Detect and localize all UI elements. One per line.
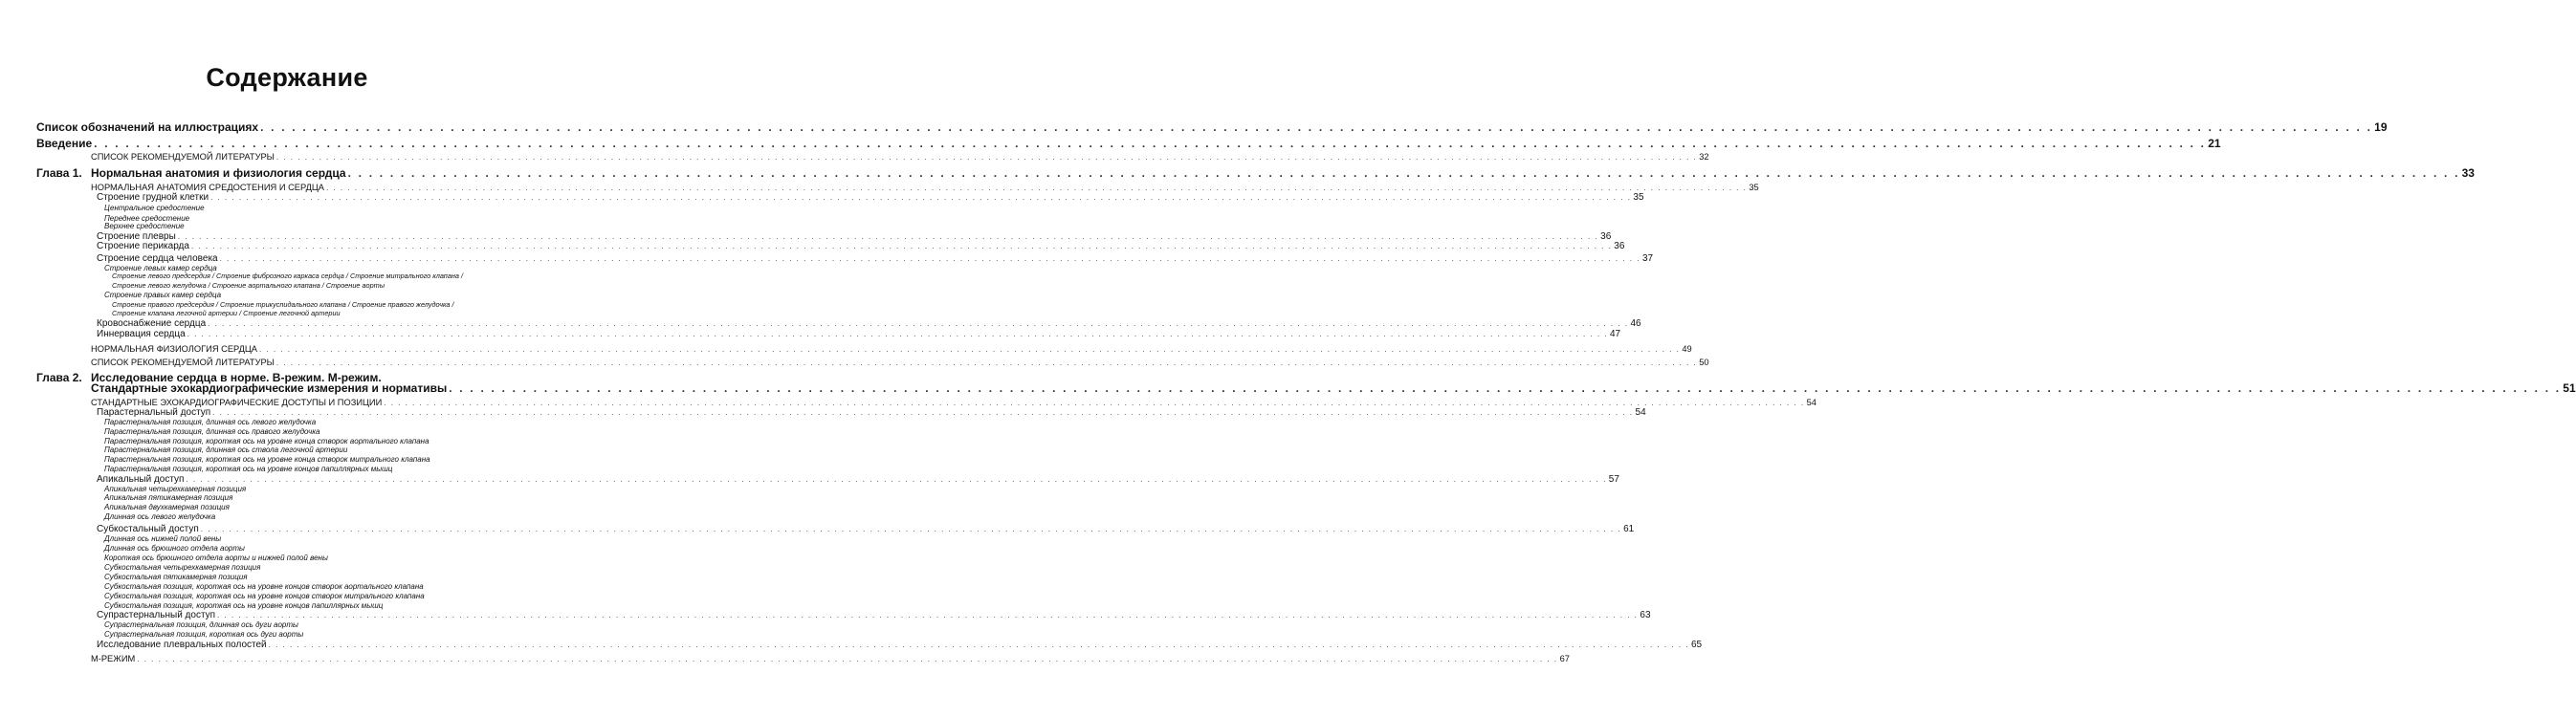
toc-entry-title: Стандартные эхокардиографические измерения и нормативы	[91, 381, 448, 396]
toc-entry-title: Длинная ось нижней полой вены	[104, 533, 222, 543]
toc-entry	[104, 456, 541, 464]
toc-entry-title: Строение перикарда	[97, 240, 189, 251]
toc-entry-title: Супрастернальный доступ	[97, 609, 216, 620]
toc-entry-title: Строение плевры	[97, 230, 176, 242]
toc-entry-title: Субкостальная четырехкамерная позиция	[104, 562, 261, 572]
toc-entry	[104, 494, 541, 502]
dot-leader: . . . . . . . . . . . . . . . . . . . . . . . . . . . . . . . . . . . . . . . . . . . . . . . . . . . . . . . . . . . . . . . . . . . . . . . . . . . . . . . . . . . . . . . . . . . . . . . . . . . . . . . . . . . . . . . . . . . . . . . . . . . . . . . . . . . . . . . . . . . . . . . . . . . . . . . . . . . . . . . . . . . . . . . . . . . . . . . . . . . . . . . . . . . . . . . . . . . . . . . .	[259, 344, 1681, 354]
toc-entry-title: Строение правых камер сердца	[104, 290, 222, 299]
page-number: 36	[1614, 240, 1625, 251]
toc-entry	[104, 292, 541, 299]
toc-entry[interactable]	[97, 252, 1654, 264]
toc-entry	[104, 466, 541, 473]
toc-entry[interactable]	[91, 182, 1759, 192]
page-number: 49	[1682, 343, 1692, 354]
toc-entry[interactable]	[97, 609, 1651, 620]
dot-leader: . . . . . . . . . . . . . . . . . . . . . . . . . . . . . . . . . . . . . . . . . . . . . . . . . . . . . . . . . . . . . . . . . . . . . . . . . . . . . . . . . . . . . . . . . . . . . . . . . . . . . . . . . . . . . . . . . . . . . . . . . . . . . . . . . . . . . . . . . . . . . . . . . . . . . . . . . . . . . . . . . . . . . . . . . . . . . . . . . . . . . . . . . . . . . . . . . . . . . . . .	[219, 253, 1640, 263]
toc-entry[interactable]	[91, 166, 2475, 181]
toc-entry	[104, 535, 541, 543]
toc-entry[interactable]	[91, 397, 1816, 407]
toc-entry-title: Апикальная двухкамерная позиция	[104, 502, 230, 511]
toc-entry-title: Исследование плевральных полостей	[97, 639, 267, 650]
toc-entry-title: Субкостальная позиция, короткая ось на уровне концов папиллярных мышц	[104, 600, 384, 610]
toc-entry-title: Апикальная четырехкамерная позиция	[104, 484, 247, 493]
toc-entry	[104, 621, 541, 629]
dot-leader: . . . . . . . . . . . . . . . . . . . . . . . . . . . . . . . . . . . . . . . . . . . . . . . . . . . . . . . . . . . . . . . . . . . . . . . . . . . . . . . . . . . . . . . . . . . . . . . . . . . . . . . . . . . . . . . . . . . . . . . . . . . . . . . . . . . . . . . . . . . . . . . . . . . . . . . . . . . . . . . . . . . . . . . . . . . . . . . . . . . . . . . . . . . . . . . . . . . . . . . .	[268, 640, 1689, 649]
toc-entry	[104, 545, 541, 553]
toc-entry	[104, 602, 541, 610]
page-number: 63	[1640, 609, 1651, 620]
toc-entry[interactable]	[91, 653, 1570, 663]
dot-leader: . . . . . . . . . . . . . . . . . . . . . . . . . . . . . . . . . . . . . . . . . . . . . . . . . . . . . . . . . . . . . . . . . . . . . . . . . . . . . . . . . . . . . . . . . . . . . . . . . . . . . . . . . . . . . . . . . . . . . . . . . . . . . . . . . . . . . . . . . . . . . . . . . . . . . . . . . . . . . . . . . . . . . . . . . . . . . . . . . . . . . . . . . . . . . . . . . . . . . . . .	[200, 524, 1622, 533]
toc-entry-title: Иннервация сердца	[97, 328, 186, 339]
toc-entry-title: Парастернальная позиция, короткая ось на уровне конца створок аортального клапана	[104, 436, 429, 445]
toc-entry-title: Парастернальный доступ	[97, 406, 211, 418]
toc-entry-title: Введение	[36, 137, 93, 151]
toc-entry[interactable]	[97, 639, 1703, 650]
page-number: 65	[1690, 639, 1703, 650]
toc-entry-title: Субкостальная позиция, короткая ось на уровне концов створок митрального клапана	[104, 591, 425, 600]
toc-entry-title: Парастернальная позиция, длинная ось ствола легочной артерии	[104, 445, 348, 454]
dot-leader: . . . . . . . . . . . . . . . . . . . . . . . . . . . . . . . . . . . . . . . . . . . . . . . . . . . . . . . . . . . . . . . . . . . . . . . . . . . . . . . . . . . . . . . . . . . . . . . . . . . . . . . . . . . . . . . . . . . . . . . . . . . . . . . . . . . . . . . . . . . . . . . . . . . . . . . . . . . . . . . . . . . . . . . . . . . . . . . . . . . . . . . . . . . . . . . . . . . . . . . .	[217, 610, 1639, 619]
toc-entry-title: Переднее средостение	[104, 213, 190, 223]
toc-entry[interactable]	[97, 406, 1646, 418]
page-number: 47	[1610, 328, 1621, 339]
toc-entry	[112, 272, 541, 279]
chapter-label: Глава 2.	[36, 371, 82, 385]
toc-entry-title: Супрастернальная позиция, длинная ось дуги аорты	[104, 619, 298, 629]
toc-entry	[104, 513, 541, 521]
page-number: 54	[1806, 397, 1816, 407]
toc-entry-title: М-РЕЖИМ	[91, 653, 136, 663]
toc-entry[interactable]	[97, 317, 1641, 329]
toc-entry[interactable]	[97, 473, 1619, 485]
page-number: 33	[2461, 166, 2475, 181]
toc-entry-title: Длинная ось левого желудочка	[104, 511, 216, 521]
page-number: 57	[1608, 473, 1619, 485]
page-number: 54	[1635, 406, 1646, 418]
page-number: 51	[2563, 381, 2576, 396]
toc-entry-title: СТАНДАРТНЫЕ ЭХОКАРДИОГРАФИЧЕСКИЕ ДОСТУПЫ И ПОЗИЦИИ	[91, 397, 383, 407]
toc-entry	[104, 504, 541, 511]
dot-leader: . . . . . . . . . . . . . . . . . . . . . . . . . . . . . . . . . . . . . . . . . . . . . . . . . . . . . . . . . . . . . . . . . . . . . . . . . . . . . . . . . . . . . . . . . . . . . . . . . . . . . . . . . . . . . . . . . . . . . . . . . . . . . . . . . . . . . . . . . . . . . . . . . . . . . . . . . . . . . . . . . . . . . . . . . . . . . . . . . . . . . . . . . . . . . . . . . . . . . . . .	[347, 166, 2460, 181]
toc-entry	[104, 446, 541, 454]
toc-entry	[104, 554, 541, 562]
page-number: 32	[1699, 151, 1709, 162]
toc-entry-title: Нормальная анатомия и физиология сердца	[91, 166, 346, 181]
page-number: 46	[1630, 317, 1641, 329]
toc-entry-title: Субкостальная пятикамерная позиция	[104, 572, 248, 581]
toc-entry-title: Строение грудной клетки	[97, 191, 209, 203]
toc-entry-title: Длинная ось брюшного отдела аорты	[104, 543, 245, 553]
toc-entry	[104, 223, 541, 230]
dot-leader: . . . . . . . . . . . . . . . . . . . . . . . . . . . . . . . . . . . . . . . . . . . . . . . . . . . . . . . . . . . . . . . . . . . . . . . . . . . . . . . . . . . . . . . . . . . . . . . . . . . . . . . . . . . . . . . . . . . . . . . . . . . . . . . . . . . . . . . . . . . . . . . . . . . . . . . . . . . . . . . . . . . . . . . . . . . . . . . . . . . . . . . . . . . . . . . . . . . . . . . .	[137, 654, 1558, 663]
toc-entry[interactable]	[91, 343, 1692, 354]
toc-entry-title: Короткая ось брюшного отдела аорты и нижней полой вены	[104, 553, 328, 562]
dot-leader: . . . . . . . . . . . . . . . . . . . . . . . . . . . . . . . . . . . . . . . . . . . . . . . . . . . . . . . . . . . . . . . . . . . . . . . . . . . . . . . . . . . . . . . . . . . . . . . . . . . . . . . . . . . . . . . . . . . . . . . . . . . . . . . . . . . . . . . . . . . . . . . . . . . . . . . . . . . . . . . . . . . . . . . . . . . . . . . . . . . . . . . . . . . . . . . . . . . . . . . .	[275, 358, 1698, 367]
page-number: 67	[1559, 653, 1570, 663]
toc-entry-title: Строение левого желудочка / Строение аортального клапана / Строение аорты	[112, 280, 385, 290]
page-number: 36	[1600, 230, 1612, 242]
toc-entry	[104, 593, 541, 600]
dot-leader: . . . . . . . . . . . . . . . . . . . . . . . . . . . . . . . . . . . . . . . . . . . . . . . . . . . . . . . . . . . . . . . . . . . . . . . . . . . . . . . . . . . . . . . . . . . . . . . . . . . . . . . . . . . . . . . . . . . . . . . . . . . . . . . . . . . . . . . . . . . . . . . . . . . . . . . . . . . . . . . . . . . . . . . . . . . . . . . . . . . . . . . . . . . . . . . . . . . . . . . .	[384, 398, 1805, 407]
toc-entry-title: Парастернальная позиция, короткая ось на уровне концов папиллярных мышц	[104, 464, 393, 473]
toc-entry[interactable]	[91, 381, 2576, 396]
toc-entry-title: Исследование сердца в норме. В-режим. М-режим.	[91, 371, 382, 385]
toc-entry-title: Верхнее средостение	[104, 221, 185, 230]
toc-entry	[104, 564, 541, 572]
toc-entry	[112, 310, 541, 316]
toc-entry	[112, 301, 541, 308]
page-number: 61	[1623, 523, 1635, 534]
dot-leader: . . . . . . . . . . . . . . . . . . . . . . . . . . . . . . . . . . . . . . . . . . . . . . . . . . . . . . . . . . . . . . . . . . . . . . . . . . . . . . . . . . . . . . . . . . . . . . . . . . . . . . . . . . . . . . . . . . . . . . . . . . . . . . . . . . . . . . . . . . . . . . . . . . . . . . . . . . . . . . . . . . . . . . . . . . . . . . . . . . . . . . . . . . . . . . . . . . . . . . . .	[275, 152, 1698, 162]
toc-entry	[104, 419, 541, 426]
toc-entry-title: НОРМАЛЬНАЯ АНАТОМИЯ СРЕДОСТЕНИЯ И СЕРДЦА	[91, 182, 324, 192]
toc-entry[interactable]	[97, 328, 1621, 339]
page-number: 35	[1633, 191, 1644, 203]
toc-entry	[104, 205, 541, 212]
chapter-label: Глава 1.	[36, 166, 82, 181]
toc-entry	[104, 631, 541, 639]
dot-leader: . . . . . . . . . . . . . . . . . . . . . . . . . . . . . . . . . . . . . . . . . . . . . . . . . . . . . . . . . . . . . . . . . . . . . . . . . . . . . . . . . . . . . . . . . . . . . . . . . . . . . . . . . . . . . . . . . . . . . . . . . . . . . . . . . . . . . . . . . . . . . . . . . . . . . . . . . . . . . . . . . . . . . . . . . . . . . . . . . . . . . . . . . . . . . . . . . . . . . . . .	[210, 192, 1632, 202]
dot-leader: . . . . . . . . . . . . . . . . . . . . . . . . . . . . . . . . . . . . . . . . . . . . . . . . . . . . . . . . . . . . . . . . . . . . . . . . . . . . . . . . . . . . . . . . . . . . . . . . . . . . . . . . . . . . . . . . . . . . . . . . . . . . . . . . . . . . . . . . . . . . . . . . . . . . . . . . . . . . . . . . . . . . . . . . . . . . . . . . . . . . . . . . . . . . . . . . . . . . . . . .	[186, 474, 1607, 484]
toc-entry[interactable]	[36, 120, 2388, 135]
toc-entry-title: Парастернальная позиция, длинная ось левого желудочка	[104, 417, 317, 426]
toc-entry-title: НОРМАЛЬНАЯ ФИЗИОЛОГИЯ СЕРДЦА	[91, 343, 257, 354]
page-number: 21	[2208, 137, 2221, 151]
dot-leader: . . . . . . . . . . . . . . . . . . . . . . . . . . . . . . . . . . . . . . . . . . . . . . . . . . . . . . . . . . . . . . . . . . . . . . . . . . . . . . . . . . . . . . . . . . . . . . . . . . . . . . . . . . . . . . . . . . . . . . . . . . . . . . . . . . . . . . . . . . . . . . . . . . . . . . . . . . . . . . . . . . . . . . . . . . . . . . . . . . . . . . . . . . . . . . . . . . . . . . . .	[190, 241, 1613, 250]
toc-entry-title: Строение клапана легочной артерии / Строение легочной артерии	[112, 308, 341, 317]
page-number: 50	[1699, 357, 1709, 367]
toc-entry	[104, 428, 541, 436]
toc-entry-title: Список обозначений на иллюстрациях	[36, 120, 259, 135]
dot-leader: . . . . . . . . . . . . . . . . . . . . . . . . . . . . . . . . . . . . . . . . . . . . . . . . . . . . . . . . . . . . . . . . . . . . . . . . . . . . . . . . . . . . . . . . . . . . . . . . . . . . . . . . . . . . . . . . . . . . . . . . . . . . . . . . . . . . . . . . . . . . . . . . . . . . . . . . . . . . . . . . . . . . . . . . . . . . . . . . . . . . . . . . . . . . . . . . . . . . . . . .	[325, 183, 1748, 192]
toc-entry[interactable]	[91, 151, 1709, 162]
toc-entry-title: Строение левого предсердия / Строение фиброзного каркаса сердца / Строение митрального клапана /	[112, 271, 464, 280]
toc-entry-title: Центральное средостение	[104, 203, 205, 212]
page-number: 35	[1749, 182, 1759, 192]
dot-leader: . . . . . . . . . . . . . . . . . . . . . . . . . . . . . . . . . . . . . . . . . . . . . . . . . . . . . . . . . . . . . . . . . . . . . . . . . . . . . . . . . . . . . . . . . . . . . . . . . . . . . . . . . . . . . . . . . . . . . . . . . . . . . . . . . . . . . . . . . . . . . . . . . . . . . . . . . . . . . . . . . . . . . . . . . . . . . . . . . . . . . . . . . . . . . . . . . . . . . . . .	[212, 407, 1634, 417]
toc-entry-title: СПИСОК РЕКОМЕНДУЕМОЙ ЛИТЕРАТУРЫ	[91, 357, 275, 367]
toc-entry-title: Субкостальный доступ	[97, 523, 199, 534]
toc-entry	[112, 282, 541, 289]
toc-entry[interactable]	[97, 191, 1644, 203]
toc-entry-title: Апикальная пятикамерная позиция	[104, 492, 233, 502]
toc-entry	[104, 486, 541, 493]
dot-leader: . . . . . . . . . . . . . . . . . . . . . . . . . . . . . . . . . . . . . . . . . . . . . . . . . . . . . . . . . . . . . . . . . . . . . . . . . . . . . . . . . . . . . . . . . . . . . . . . . . . . . . . . . . . . . . . . . . . . . . . . . . . . . . . . . . . . . . . . . . . . . . . . . . . . . . . . . . . . . . . . . . . . . . . . . . . . . . . . . . . . . . . . . . . . . . . . . . . . . . . .	[187, 329, 1608, 338]
toc-entry[interactable]	[91, 357, 1709, 367]
toc-entry-title: Апикальный доступ	[97, 473, 185, 485]
dot-leader: . . . . . . . . . . . . . . . . . . . . . . . . . . . . . . . . . . . . . . . . . . . . . . . . . . . . . . . . . . . . . . . . . . . . . . . . . . . . . . . . . . . . . . . . . . . . . . . . . . . . . . . . . . . . . . . . . . . . . . . . . . . . . . . . . . . . . . . . . . . . . . . . . . . . . . . . . . . . . . . . . . . . . . . . . . . . . . . . . . . . . . . . . . . . . . . . . . . . . . . .	[449, 381, 2562, 396]
toc-entry[interactable]	[97, 240, 1625, 251]
toc-entry-title: Субкостальная позиция, короткая ось на уровне концов створок аортального клапана	[104, 581, 424, 591]
toc-entry-title: Строение правого предсердия / Строение трикуспидального клапана / Строение правого желудочка /	[112, 299, 454, 309]
page-number: 37	[1641, 252, 1654, 264]
toc-entry-title: Супрастернальная позиция, короткая ось дуги аорты	[104, 629, 304, 639]
page-number: 19	[2374, 120, 2388, 135]
toc-entry-title: Кровоснабжение сердца	[97, 317, 207, 329]
dot-leader: . . . . . . . . . . . . . . . . . . . . . . . . . . . . . . . . . . . . . . . . . . . . . . . . . . . . . . . . . . . . . . . . . . . . . . . . . . . . . . . . . . . . . . . . . . . . . . . . . . . . . . . . . . . . . . . . . . . . . . . . . . . . . . . . . . . . . . . . . . . . . . . . . . . . . . . . . . . . . . . . . . . . . . . . . . . . . . . . . . . . . . . . . . . . . . . . . . . . . . . .	[208, 318, 1629, 328]
toc-entry	[104, 438, 541, 445]
toc-entry[interactable]	[97, 523, 1635, 534]
toc-entry	[104, 583, 541, 591]
toc-entry-title: Строение левых камер сердца	[104, 263, 217, 272]
dot-leader: . . . . . . . . . . . . . . . . . . . . . . . . . . . . . . . . . . . . . . . . . . . . . . . . . . . . . . . . . . . . . . . . . . . . . . . . . . . . . . . . . . . . . . . . . . . . . . . . . . . . . . . . . . . . . . . . . . . . . . . . . . . . . . . . . . . . . . . . . . . . . . . . . . . . . . . . . . . . . . . . . . . . . . . . . . . . . . . . . . . . . . . . . . . . . . . . . . . . . . . .	[260, 120, 2373, 135]
toc-entry[interactable]	[97, 230, 1612, 242]
toc-entry-title: Парастернальная позиция, короткая ось на уровне конца створок митрального клапана	[104, 454, 430, 464]
dot-leader: . . . . . . . . . . . . . . . . . . . . . . . . . . . . . . . . . . . . . . . . . . . . . . . . . . . . . . . . . . . . . . . . . . . . . . . . . . . . . . . . . . . . . . . . . . . . . . . . . . . . . . . . . . . . . . . . . . . . . . . . . . . . . . . . . . . . . . . . . . . . . . . . . . . . . . . . . . . . . . . . . . . . . . . . . . . . . . . . . . . . . . . . . . . . . . . . . . . . . . . .	[94, 137, 2207, 151]
toc-entry-title: Строение сердца человека	[97, 252, 218, 264]
toc-entry-title: Парастернальная позиция, длинная ось правого желудочка	[104, 426, 320, 436]
toc-entry-title: СПИСОК РЕКОМЕНДУЕМОЙ ЛИТЕРАТУРЫ	[91, 151, 275, 162]
toc-entry	[104, 574, 541, 581]
page-title: Содержание	[206, 63, 368, 92]
toc-entry[interactable]	[36, 137, 2221, 151]
dot-leader: . . . . . . . . . . . . . . . . . . . . . . . . . . . . . . . . . . . . . . . . . . . . . . . . . . . . . . . . . . . . . . . . . . . . . . . . . . . . . . . . . . . . . . . . . . . . . . . . . . . . . . . . . . . . . . . . . . . . . . . . . . . . . . . . . . . . . . . . . . . . . . . . . . . . . . . . . . . . . . . . . . . . . . . . . . . . . . . . . . . . . . . . . . . . . . . . . . . . . . . .	[177, 231, 1599, 241]
